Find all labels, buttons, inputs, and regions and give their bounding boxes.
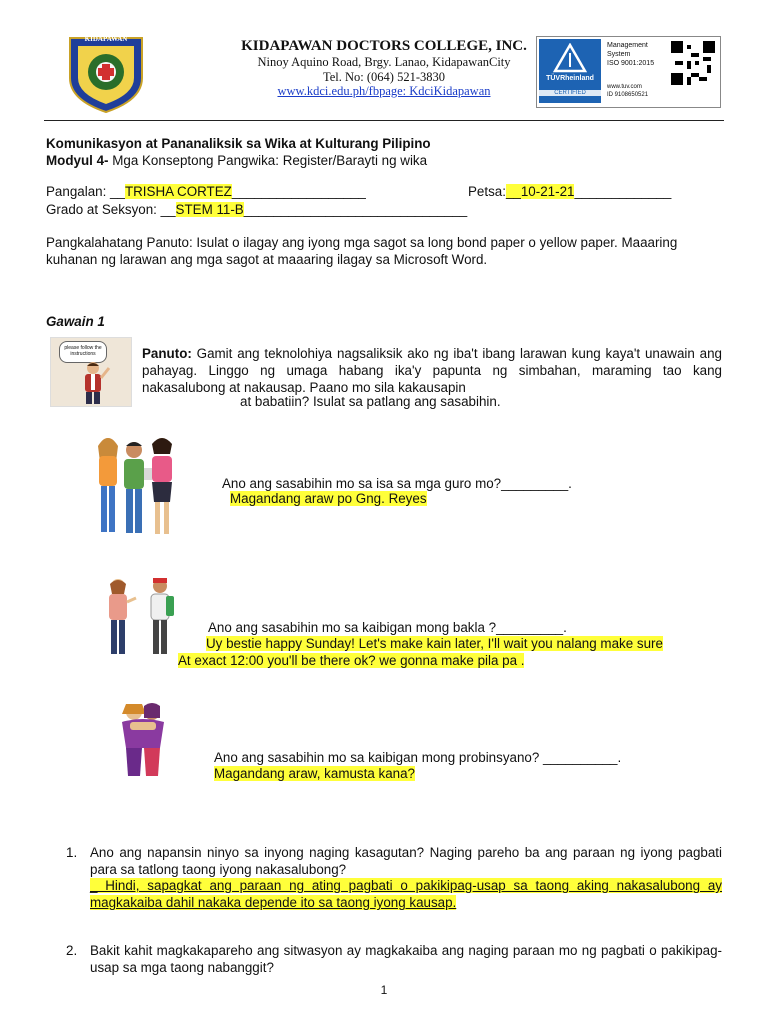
- item2-answer-line2: [178, 652, 524, 669]
- panuto-label: Panuto:: [142, 346, 192, 361]
- name-value: TRISHA CORTEZ: [124, 184, 232, 199]
- teacher-figure-icon: [73, 360, 113, 406]
- name-tail: __________________: [231, 184, 366, 199]
- panuto-image: [50, 337, 132, 407]
- item3-answer: Magandang araw, kamusta kana?: [214, 766, 415, 781]
- date-label: Petsa:: [468, 184, 506, 199]
- logo-text-left: COLLEGE: [65, 56, 71, 86]
- cert-line3: ISO 9001:2015: [607, 60, 655, 67]
- general-instructions: Pangkalahatang Panuto: Isulat o ilagay ang iyong mga sagot sa long bond paper o yellow paper. Maaaring kuhanan ng larawan ang mga sagot at maaaring ilagay sa Microsoft Word.: [46, 235, 678, 267]
- item3-question: Ano ang sasabihin mo sa kaibigan mong probinsyano? __________.: [214, 750, 622, 765]
- speech-bubble-text: please follow the instructions: [64, 345, 102, 357]
- college-address: Ninoy Aquino Road, Brgy. Lanao, KidapawanCity: [257, 55, 511, 69]
- panuto-paragraph: [142, 345, 722, 396]
- date-value: __10-21-21: [505, 184, 575, 199]
- students-teacher-illustration: [86, 432, 192, 542]
- item1-answer: Magandang araw po Gng. Reyes: [230, 491, 427, 506]
- item2-answer-1: Uy bestie happy Sunday! Let's make kain later, I'll wait you nalang make sure: [206, 636, 663, 651]
- q1-answer-block: [90, 877, 722, 911]
- cert-id: ID 9108650521: [607, 92, 649, 98]
- grade-value: STEM 11-B: [175, 202, 244, 217]
- name-field-line: [46, 183, 366, 200]
- college-tel: Tel. No: (064) 521-3830: [322, 70, 446, 84]
- cert-line1: Management: [607, 42, 648, 49]
- item3-answer-line: [214, 765, 415, 782]
- q1-number: 1.: [66, 845, 78, 860]
- course-title: Komunikasyon at Pananaliksik sa Wika at Kulturang Pilipino: [46, 136, 431, 151]
- logo-text-top: KIDAPAWAN: [84, 35, 128, 43]
- tuv-brand: TÜVRheinland: [546, 75, 594, 82]
- grade-label: Grado at Seksyon: __: [46, 202, 176, 217]
- cert-line2: System: [607, 51, 631, 58]
- q2-number: 2.: [66, 943, 78, 958]
- header-divider: [44, 120, 724, 121]
- item1-answer-line: [230, 490, 427, 507]
- q1-answer: _ Hindi, sapagkat ang paraan ng ating pagbati o pakikipag-usap sa taong aking nakasalubong ay magkakaiba dahil nakaka depende ito sa taong iyong kausap.: [90, 878, 722, 910]
- tuv-badge: [539, 39, 601, 103]
- item2-answer-line1: [206, 635, 663, 652]
- qr-code-icon: [671, 41, 715, 85]
- gawain-title: Gawain 1: [46, 314, 105, 329]
- panuto-text: Gamit ang teknolohiya nagsaliksik ako ng iba't ibang larawan kung kaya't unawain ang pahayag. Linggo ng umaga habang ika'y papunta ng simbahan, maraming tao kang nakasalubong at nakausap. Paano mo sila kakausapin: [142, 346, 722, 395]
- cert-text: [607, 41, 654, 68]
- tuv-certificate: [536, 36, 721, 108]
- friends-hugging-illustration: [112, 700, 174, 780]
- college-name: KIDAPAWAN DOCTORS COLLEGE, INC.: [241, 38, 527, 54]
- module-title: Mga Konseptong Pangwika: Register/Barayti ng wika: [108, 153, 428, 168]
- item2-question: Ano ang sasabihin mo sa kaibigan mong bakla ?_________.: [208, 620, 567, 635]
- panuto-last-line: at babatiin? Isulat sa patlang ang sasabihin.: [240, 394, 501, 409]
- item1-question: Ano ang sasabihin mo sa isa sa mga guro mo?_________.: [222, 476, 572, 491]
- tuv-triangle-icon: [553, 43, 587, 73]
- logo-text-right: DOCTORS: [141, 56, 147, 86]
- college-web-link[interactable]: www.kdci.edu.ph/fbpage: KdciKidapawan: [277, 84, 491, 98]
- page-number: 1: [380, 983, 388, 997]
- friends-talking-illustration: [100, 576, 182, 658]
- cert-site: www.tuv.com: [607, 84, 642, 90]
- name-label: Pangalan: __: [46, 184, 125, 199]
- item2-answer-2: At exact 12:00 you'll be there ok? we gonna make pila pa .: [178, 653, 525, 668]
- tuv-certified: CERTIFIED: [539, 90, 601, 96]
- module-line: [46, 152, 427, 169]
- date-tail: _____________: [574, 184, 672, 199]
- grade-tail: ______________________________: [243, 202, 468, 217]
- q1-question: Ano ang napansin ninyo sa inyong naging kasagutan? Naging pareho ba ang paraan ng iyong pagbati para sa tatlong taong iyong nakasalubong?: [90, 845, 722, 877]
- module-label: Modyul 4-: [46, 153, 109, 168]
- cert-footer: [607, 83, 648, 99]
- date-field-line: [468, 183, 671, 200]
- grade-field-line: [46, 201, 467, 218]
- q2-question: Bakit kahit magkakapareho ang sitwasyon ay magkakaiba ang naging paraan mo ng pagbati o pakikipag-usap sa mga taong nabanggit?: [90, 943, 722, 975]
